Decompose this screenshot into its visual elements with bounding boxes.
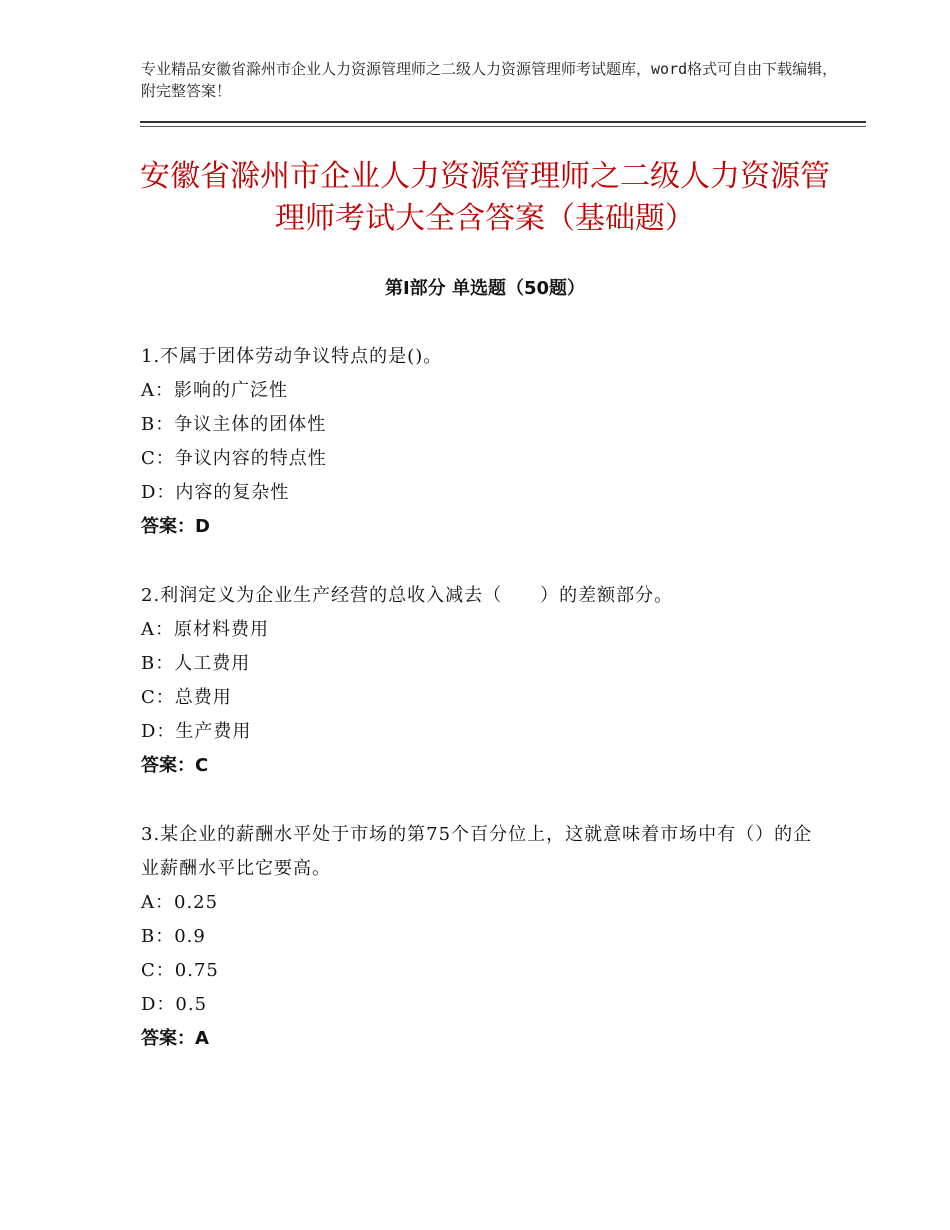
answer: 答案：D: [141, 516, 210, 537]
option-a: A：0.25: [141, 892, 219, 913]
option-d: D：生产费用: [141, 721, 252, 742]
option-d: D：内容的复杂性: [141, 482, 290, 503]
option-c: C：总费用: [141, 687, 232, 708]
option-b: B：争议主体的团体性: [141, 414, 327, 435]
option-b: B：人工费用: [141, 653, 251, 674]
question-stem: 3.某企业的薪酬水平处于市场的第75个百分位上，这就意味着市场中有（）的企业薪酬水平比它要高。: [141, 824, 813, 879]
option-c: C：争议内容的特点性: [141, 448, 327, 469]
option-a: A：原材料费用: [141, 619, 269, 640]
header-divider-thin: [140, 126, 866, 127]
header-note: 专业精品安徽省滁州市企业人力资源管理师之二级人力资源管理师考试题库，word格式可自由下载编辑，附完整答案！: [141, 60, 838, 100]
question-stem: 2.利润定义为企业生产经营的总收入减去（ ）的差额部分。: [141, 585, 674, 606]
option-a: A：影响的广泛性: [141, 380, 288, 401]
document-title: 安徽省滁州市企业人力资源管理师之二级人力资源管理师考试大全含答案（基础题）: [140, 159, 830, 236]
option-d: D：0.5: [141, 994, 208, 1015]
answer: 答案：C: [141, 755, 209, 776]
question-stem: 1.不属于团体劳动争议特点的是()。: [141, 346, 443, 367]
option-c: C：0.75: [141, 960, 219, 981]
option-b: B：0.9: [141, 926, 206, 947]
section-title: 第Ⅰ部分 单选题（50题）: [384, 278, 585, 299]
answer: 答案：A: [141, 1028, 209, 1049]
header-divider-thick: [140, 121, 866, 123]
question-1: [141, 340, 821, 544]
question-2: [141, 579, 821, 783]
question-3: [141, 818, 821, 1056]
